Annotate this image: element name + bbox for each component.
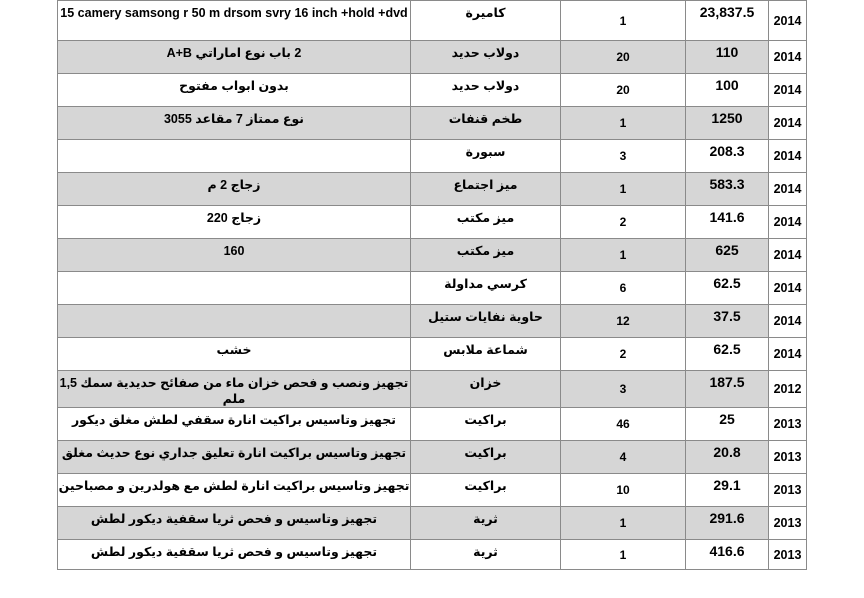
quantity-cell: 1 bbox=[561, 107, 686, 140]
table-row bbox=[58, 408, 807, 441]
quantity-cell: 2 bbox=[561, 206, 686, 239]
table-row bbox=[58, 305, 807, 338]
description-cell: تجهيز وتاسيس و فحص ثريا سقفية ديكور لطش bbox=[58, 507, 411, 540]
year-cell: 2014 bbox=[769, 41, 807, 74]
price-cell: 187.5 bbox=[686, 371, 769, 408]
item-name-cell: حاوية نفايات ستيل bbox=[411, 305, 561, 338]
year-cell: 2014 bbox=[769, 173, 807, 206]
table-row bbox=[58, 173, 807, 206]
year-cell: 2014 bbox=[769, 206, 807, 239]
year-cell: 2014 bbox=[769, 1, 807, 41]
quantity-cell: 1 bbox=[561, 173, 686, 206]
description-cell bbox=[58, 305, 411, 338]
quantity-cell: 3 bbox=[561, 371, 686, 408]
price-cell: 110 bbox=[686, 41, 769, 74]
year-cell: 2013 bbox=[769, 540, 807, 570]
price-cell: 416.6 bbox=[686, 540, 769, 570]
price-cell: 625 bbox=[686, 239, 769, 272]
item-name-cell: خزان bbox=[411, 371, 561, 408]
item-name-cell: سبورة bbox=[411, 140, 561, 173]
quantity-cell: 20 bbox=[561, 41, 686, 74]
inventory-table bbox=[57, 0, 807, 570]
price-cell: 141.6 bbox=[686, 206, 769, 239]
price-cell: 1250 bbox=[686, 107, 769, 140]
year-cell: 2013 bbox=[769, 474, 807, 507]
year-cell: 2014 bbox=[769, 239, 807, 272]
description-cell: زجاج 220 bbox=[58, 206, 411, 239]
table-row bbox=[58, 1, 807, 41]
year-cell: 2014 bbox=[769, 140, 807, 173]
price-cell: 37.5 bbox=[686, 305, 769, 338]
price-cell: 100 bbox=[686, 74, 769, 107]
description-cell: تجهيز وتاسيس براكيت انارة سقفي لطش مغلق ديكور bbox=[58, 408, 411, 441]
quantity-cell: 6 bbox=[561, 272, 686, 305]
item-name-cell: دولاب حديد bbox=[411, 41, 561, 74]
item-name-cell: براكيت bbox=[411, 474, 561, 507]
description-cell: بدون ابواب مفتوح bbox=[58, 74, 411, 107]
table-row bbox=[58, 206, 807, 239]
year-cell: 2012 bbox=[769, 371, 807, 408]
table-row bbox=[58, 74, 807, 107]
quantity-cell: 1 bbox=[561, 507, 686, 540]
price-cell: 583.3 bbox=[686, 173, 769, 206]
item-name-cell: دولاب حديد bbox=[411, 74, 561, 107]
description-cell: تجهيز ونصب و فحص خزان ماء من صفائح حديدية سمك 1,5 ملم bbox=[58, 371, 411, 408]
description-cell: 2 باب نوع اماراتي A+B bbox=[58, 41, 411, 74]
description-cell: 15 camery samsong r 50 m drsom svry 16 inch +hold +dvd bbox=[58, 1, 411, 41]
quantity-cell: 1 bbox=[561, 540, 686, 570]
table-row bbox=[58, 140, 807, 173]
inventory-table-body bbox=[58, 1, 807, 570]
item-name-cell: براكيت bbox=[411, 441, 561, 474]
quantity-cell: 12 bbox=[561, 305, 686, 338]
table-row bbox=[58, 540, 807, 570]
table-row bbox=[58, 338, 807, 371]
price-cell: 291.6 bbox=[686, 507, 769, 540]
table-row bbox=[58, 239, 807, 272]
quantity-cell: 1 bbox=[561, 239, 686, 272]
item-name-cell: كرسي مداولة bbox=[411, 272, 561, 305]
item-name-cell: ثرية bbox=[411, 507, 561, 540]
year-cell: 2014 bbox=[769, 338, 807, 371]
year-cell: 2013 bbox=[769, 507, 807, 540]
table-row bbox=[58, 474, 807, 507]
price-cell: 25 bbox=[686, 408, 769, 441]
quantity-cell: 1 bbox=[561, 1, 686, 41]
description-cell: 160 bbox=[58, 239, 411, 272]
price-cell: 62.5 bbox=[686, 338, 769, 371]
year-cell: 2014 bbox=[769, 74, 807, 107]
item-name-cell: شماعة ملابس bbox=[411, 338, 561, 371]
table-row bbox=[58, 107, 807, 140]
price-cell: 62.5 bbox=[686, 272, 769, 305]
item-name-cell: براكيت bbox=[411, 408, 561, 441]
item-name-cell: كاميرة bbox=[411, 1, 561, 41]
year-cell: 2013 bbox=[769, 441, 807, 474]
description-cell: تجهيز وتاسيس براكيت انارة تعليق جداري نوع حديث مغلق bbox=[58, 441, 411, 474]
item-name-cell: ميز مكتب bbox=[411, 206, 561, 239]
quantity-cell: 46 bbox=[561, 408, 686, 441]
table-row bbox=[58, 441, 807, 474]
table-row bbox=[58, 507, 807, 540]
item-name-cell: ميز مكتب bbox=[411, 239, 561, 272]
item-name-cell: ثرية bbox=[411, 540, 561, 570]
year-cell: 2014 bbox=[769, 107, 807, 140]
quantity-cell: 20 bbox=[561, 74, 686, 107]
price-cell: 29.1 bbox=[686, 474, 769, 507]
price-cell: 23,837.5 bbox=[686, 1, 769, 41]
description-cell bbox=[58, 140, 411, 173]
quantity-cell: 2 bbox=[561, 338, 686, 371]
price-cell: 20.8 bbox=[686, 441, 769, 474]
description-cell: تجهيز وتاسيس و فحص ثريا سقفية ديكور لطش bbox=[58, 540, 411, 570]
price-cell: 208.3 bbox=[686, 140, 769, 173]
quantity-cell: 10 bbox=[561, 474, 686, 507]
year-cell: 2013 bbox=[769, 408, 807, 441]
description-cell: تجهيز وتاسيس براكيت انارة لطش مع هولدرين و مصباحين bbox=[58, 474, 411, 507]
description-cell bbox=[58, 272, 411, 305]
description-cell: نوع ممتاز 7 مقاعد 3055 bbox=[58, 107, 411, 140]
year-cell: 2014 bbox=[769, 272, 807, 305]
quantity-cell: 3 bbox=[561, 140, 686, 173]
year-cell: 2014 bbox=[769, 305, 807, 338]
table-row bbox=[58, 41, 807, 74]
quantity-cell: 4 bbox=[561, 441, 686, 474]
table-row bbox=[58, 371, 807, 408]
item-name-cell: ميز اجتماع bbox=[411, 173, 561, 206]
description-cell: زجاج 2 م bbox=[58, 173, 411, 206]
description-cell: خشب bbox=[58, 338, 411, 371]
table-row bbox=[58, 272, 807, 305]
item-name-cell: طخم قنفات bbox=[411, 107, 561, 140]
